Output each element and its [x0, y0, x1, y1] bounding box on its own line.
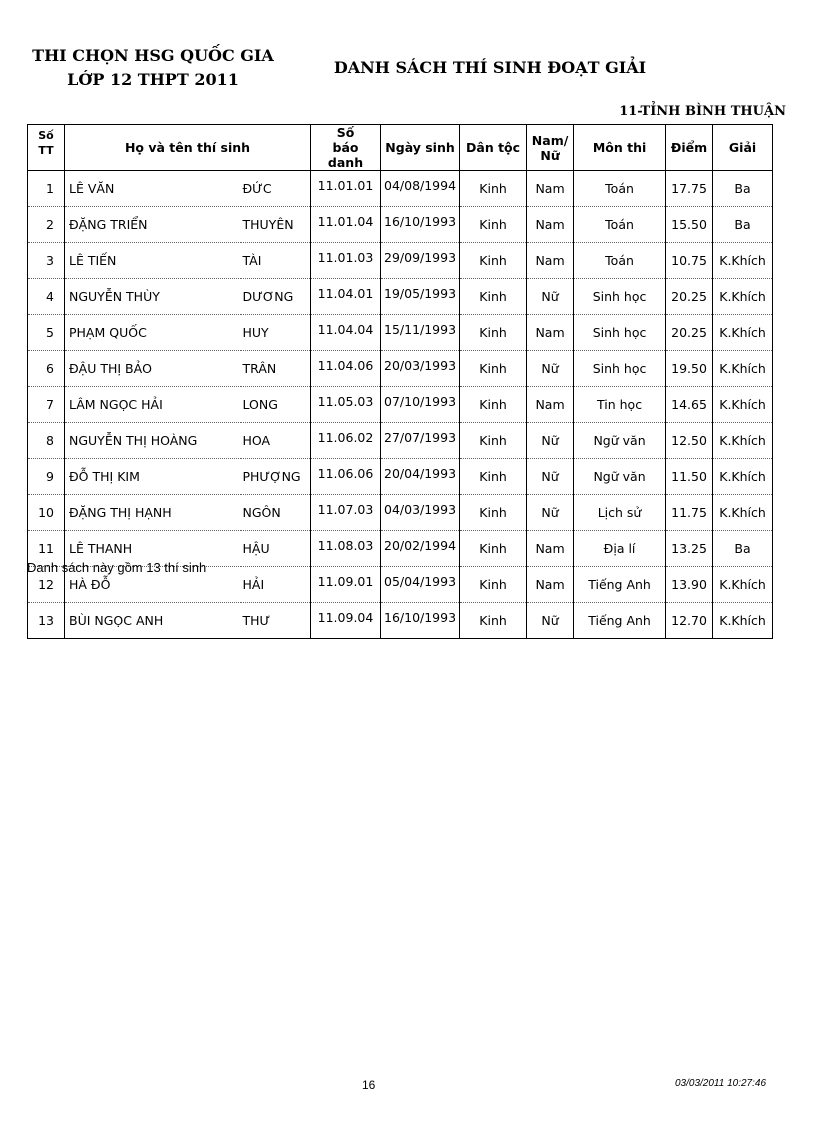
cell-stt: 10 [28, 495, 65, 531]
cell-given-name: ĐỨC [241, 171, 311, 207]
col-header-subject: Môn thi [574, 125, 666, 171]
cell-score: 13.25 [666, 531, 713, 567]
cell-ethnicity: Kinh [460, 171, 527, 207]
cell-prize: K.Khích [713, 279, 773, 315]
cell-ethnicity: Kinh [460, 495, 527, 531]
cell-family-name: LÊ THANH [65, 531, 241, 567]
cell-score: 11.50 [666, 459, 713, 495]
cell-subject: Tiếng Anh [574, 567, 666, 603]
cell-subject: Tin học [574, 387, 666, 423]
table-row [28, 315, 773, 351]
cell-candidate-number: 11.01.01 [311, 171, 381, 207]
col-header-prize: Giải [713, 125, 773, 171]
cell-candidate-number: 11.05.03 [311, 387, 381, 423]
cell-stt: 5 [28, 315, 65, 351]
cell-candidate-number: 11.01.04 [311, 207, 381, 243]
cell-subject: Ngữ văn [574, 459, 666, 495]
cell-given-name: HUY [241, 315, 311, 351]
cell-ethnicity: Kinh [460, 315, 527, 351]
cell-subject: Lịch sử [574, 495, 666, 531]
cell-ethnicity: Kinh [460, 423, 527, 459]
cell-dob: 16/10/1993 [381, 603, 460, 639]
footer-note: Danh sách này gồm 13 thí sinh [27, 560, 207, 575]
cell-given-name: DƯƠNG [241, 279, 311, 315]
cell-candidate-number: 11.06.06 [311, 459, 381, 495]
cell-subject: Toán [574, 207, 666, 243]
page-title: DANH SÁCH THÍ SINH ĐOẠT GIẢI [333, 58, 647, 77]
col-header-gender [527, 125, 574, 171]
cell-candidate-number: 11.04.04 [311, 315, 381, 351]
cell-given-name: LONG [241, 387, 311, 423]
cell-score: 17.75 [666, 171, 713, 207]
cell-ethnicity: Kinh [460, 603, 527, 639]
cell-candidate-number: 11.06.02 [311, 423, 381, 459]
cell-score: 15.50 [666, 207, 713, 243]
cell-stt: 1 [28, 171, 65, 207]
cell-stt: 11 [28, 531, 65, 567]
cell-prize: K.Khích [713, 387, 773, 423]
cell-dob: 20/02/1994 [381, 531, 460, 567]
cell-ethnicity: Kinh [460, 459, 527, 495]
cell-family-name: ĐẶNG TRIỂN [65, 207, 241, 243]
cell-score: 10.75 [666, 243, 713, 279]
col-header-ethnicity: Dân tộc [460, 125, 527, 171]
cell-dob: 04/08/1994 [381, 171, 460, 207]
cell-stt: 7 [28, 387, 65, 423]
cell-gender: Nam [527, 171, 574, 207]
cell-subject: Sinh học [574, 351, 666, 387]
exam-grade-year: LỚP 12 THPT 2011 [67, 70, 239, 89]
table-row [28, 603, 773, 639]
cell-candidate-number: 11.01.03 [311, 243, 381, 279]
table-row [28, 243, 773, 279]
cell-candidate-number: 11.08.03 [311, 531, 381, 567]
cell-ethnicity: Kinh [460, 387, 527, 423]
cell-given-name: HẢI [241, 567, 311, 603]
cell-subject: Tiếng Anh [574, 603, 666, 639]
cell-family-name: BÙI NGỌC ANH [65, 603, 241, 639]
cell-score: 12.50 [666, 423, 713, 459]
cell-family-name: PHẠM QUỐC [65, 315, 241, 351]
cell-dob: 05/04/1993 [381, 567, 460, 603]
cell-dob: 15/11/1993 [381, 315, 460, 351]
cell-stt: 13 [28, 603, 65, 639]
table-row [28, 495, 773, 531]
cell-family-name: NGUYỄN THÙY [65, 279, 241, 315]
cell-family-name: ĐẬU THỊ BẢO [65, 351, 241, 387]
cell-stt: 3 [28, 243, 65, 279]
cell-dob: 20/03/1993 [381, 351, 460, 387]
cell-subject: Địa lí [574, 531, 666, 567]
cell-subject: Toán [574, 171, 666, 207]
col-header-sbd-line2: báo danh [327, 140, 364, 170]
cell-gender: Nam [527, 387, 574, 423]
cell-prize: K.Khích [713, 315, 773, 351]
cell-dob: 19/05/1993 [381, 279, 460, 315]
cell-candidate-number: 11.09.04 [311, 603, 381, 639]
cell-given-name: HOA [241, 423, 311, 459]
cell-dob: 27/07/1993 [381, 423, 460, 459]
cell-prize: Ba [713, 531, 773, 567]
cell-prize: K.Khích [713, 459, 773, 495]
cell-score: 11.75 [666, 495, 713, 531]
table-row [28, 459, 773, 495]
cell-prize: K.Khích [713, 567, 773, 603]
cell-score: 20.25 [666, 279, 713, 315]
cell-stt: 12 [28, 567, 65, 603]
cell-given-name: TÀI [241, 243, 311, 279]
cell-family-name: HÀ ĐỖ [65, 567, 241, 603]
cell-family-name: ĐỖ THỊ KIM [65, 459, 241, 495]
cell-subject: Ngữ văn [574, 423, 666, 459]
cell-gender: Nữ [527, 459, 574, 495]
cell-prize: K.Khích [713, 351, 773, 387]
cell-prize: K.Khích [713, 423, 773, 459]
cell-gender: Nữ [527, 423, 574, 459]
cell-prize: Ba [713, 207, 773, 243]
cell-given-name: THƯ [241, 603, 311, 639]
cell-family-name: LÊ TIẾN [65, 243, 241, 279]
col-header-sbd-line1: Số [336, 125, 355, 140]
cell-dob: 16/10/1993 [381, 207, 460, 243]
cell-score: 12.70 [666, 603, 713, 639]
col-header-sbd [311, 125, 381, 171]
col-header-gender-line1: Nam/ [531, 132, 569, 148]
cell-score: 14.65 [666, 387, 713, 423]
cell-stt: 2 [28, 207, 65, 243]
table-row [28, 207, 773, 243]
cell-given-name: TRÂN [241, 351, 311, 387]
cell-ethnicity: Kinh [460, 207, 527, 243]
col-header-name: Họ và tên thí sinh [65, 125, 311, 171]
cell-family-name: LÂM NGỌC HẢI [65, 387, 241, 423]
cell-ethnicity: Kinh [460, 531, 527, 567]
cell-given-name: THUYÊN [241, 207, 311, 243]
cell-stt: 9 [28, 459, 65, 495]
cell-prize: K.Khích [713, 243, 773, 279]
timestamp: 03/03/2011 10:27:46 [675, 1078, 767, 1089]
cell-gender: Nữ [527, 279, 574, 315]
cell-candidate-number: 11.07.03 [311, 495, 381, 531]
cell-gender: Nam [527, 567, 574, 603]
cell-score: 20.25 [666, 315, 713, 351]
cell-prize: K.Khích [713, 603, 773, 639]
table-header-row [28, 125, 773, 171]
cell-family-name: NGUYỄN THỊ HOÀNG [65, 423, 241, 459]
table-row [28, 423, 773, 459]
cell-given-name: PHƯỢNG [241, 459, 311, 495]
cell-stt: 8 [28, 423, 65, 459]
cell-ethnicity: Kinh [460, 351, 527, 387]
cell-dob: 07/10/1993 [381, 387, 460, 423]
cell-gender: Nữ [527, 603, 574, 639]
cell-candidate-number: 11.04.01 [311, 279, 381, 315]
cell-ethnicity: Kinh [460, 567, 527, 603]
cell-gender: Nam [527, 531, 574, 567]
col-header-dob: Ngày sinh [381, 125, 460, 171]
page-number: 16 [362, 1078, 376, 1092]
cell-gender: Nữ [527, 495, 574, 531]
cell-family-name: ĐẶNG THỊ HẠNH [65, 495, 241, 531]
cell-subject: Sinh học [574, 315, 666, 351]
province-label: 11-TỈNH BÌNH THUẬN [619, 104, 786, 119]
cell-prize: K.Khích [713, 495, 773, 531]
table-row [28, 387, 773, 423]
exam-header [28, 44, 278, 92]
cell-subject: Toán [574, 243, 666, 279]
table-row [28, 171, 773, 207]
cell-family-name: LÊ VĂN [65, 171, 241, 207]
exam-name: THI CHỌN HSG QUỐC GIA [32, 46, 274, 65]
cell-candidate-number: 11.04.06 [311, 351, 381, 387]
cell-ethnicity: Kinh [460, 279, 527, 315]
cell-dob: 29/09/1993 [381, 243, 460, 279]
cell-given-name: NGÔN [241, 495, 311, 531]
cell-dob: 20/04/1993 [381, 459, 460, 495]
table-row [28, 279, 773, 315]
cell-dob: 04/03/1993 [381, 495, 460, 531]
cell-score: 13.90 [666, 567, 713, 603]
cell-gender: Nam [527, 243, 574, 279]
cell-subject: Sinh học [574, 279, 666, 315]
cell-stt: 6 [28, 351, 65, 387]
cell-score: 19.50 [666, 351, 713, 387]
cell-gender: Nam [527, 207, 574, 243]
col-header-stt: Số TT [28, 125, 65, 171]
col-header-gender-line2: Nữ [540, 147, 560, 163]
col-header-score: Điểm [666, 125, 713, 171]
cell-gender: Nữ [527, 351, 574, 387]
cell-candidate-number: 11.09.01 [311, 567, 381, 603]
cell-prize: Ba [713, 171, 773, 207]
cell-stt: 4 [28, 279, 65, 315]
table-row [28, 351, 773, 387]
cell-given-name: HẬU [241, 531, 311, 567]
cell-gender: Nam [527, 315, 574, 351]
cell-ethnicity: Kinh [460, 243, 527, 279]
